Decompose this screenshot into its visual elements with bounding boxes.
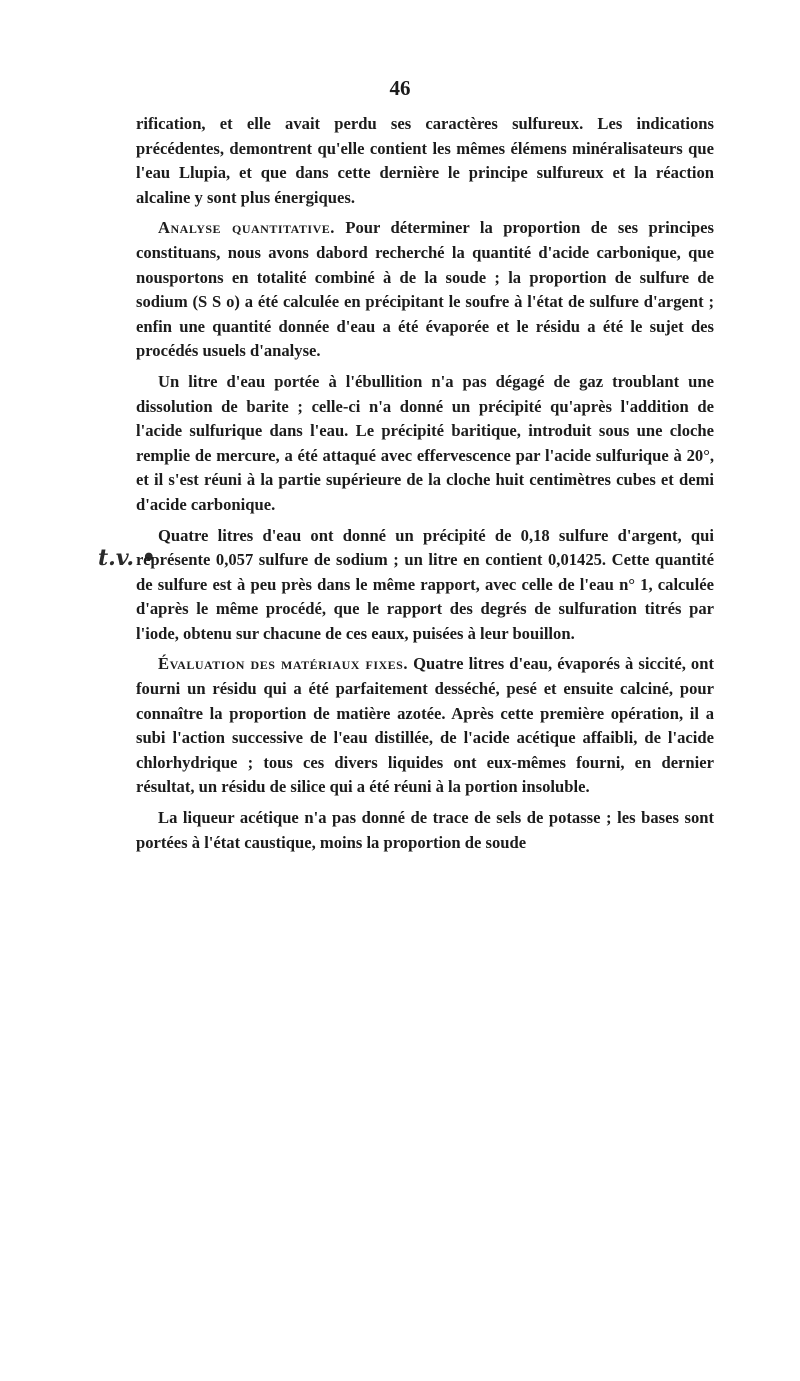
body-text xyxy=(136,112,714,861)
page-number: 46 xyxy=(389,76,411,100)
paragraph-sulfide: Quatre litres d'eau ont donné un précipité de 0,18 sulfure d'argent, qui représente 0,057 sulfure de sodium ; un litre en contient 0,01425. Cette quantité de sulfure est à peu près dans le même rapport, avec celle de l'eau n° 1, calculée d'après le même procédé, que le rapport des degrés de sulfuration titrés par l'iode, obtenu sur chacune de ces eaux, puisées à leur bouillon. xyxy=(136,525,714,643)
section-heading-fixed-materials: Évaluation des matériaux fixes. xyxy=(158,654,409,674)
paragraph-carbonic-acid: Un litre d'eau portée à l'ébullition n'a pas dégagé de gaz troublant une dissolution de barite ; celle-ci n'a donné un précipité qu'après l'addition de l'acide sulfurique dans l'eau. Le précipité baritique, introduit sous une cloche remplie de mercure, a été attaqué avec effervescence par l'acide sulfurique à 20°, et il s'est réuni à la partie supérieure de la cloche huit centimètres cubes et demi d'acide carbonique. xyxy=(136,371,714,514)
paragraph-continuation: rification, et elle avait perdu ses caractères sulfureux. Les indications précédentes, demontrent qu'elle contient les mêmes élémens minéralisateurs que l'eau Llupia, et que dans cette dernière le principe sulfureux et la réaction alcaline y sont plus énergiques. xyxy=(136,114,714,207)
margin-annotation: t.v. • xyxy=(98,545,156,571)
paragraph-acetic-liquor: La liqueur acétique n'a pas donné de trace de sels de potasse ; les bases sont portées à l'état caustique, moins la proportion de soude xyxy=(136,808,714,852)
paragraph-quantitative-analysis xyxy=(136,216,714,364)
paragraph-text: Pour déterminer la proportion de ses principes constituans, nous avons dabord recherché la quantité d'acide carbonique, que nousportons en totalité combiné à de la soude ; la proportion de sulfure de sodium (S S o) a été calculée en précipitant le soufre à l'état de sulfure d'argent ; enfin une quantité donnée d'eau a été évaporée et le résidu a été le sujet des procédés usuels d'analyse. xyxy=(136,218,714,361)
paragraph-fixed-materials xyxy=(136,652,714,800)
paragraph-text: Quatre litres d'eau, évaporés à siccité, ont fourni un résidu qui a été parfaitement desséché, pesé et ensuite calciné, pour connaître la proportion de matière azotée. Après cette première opération, il a subi l'action successive de l'eau distillée, de l'acide acétique affaibli, de l'acide chlorhydrique ; tous ces divers liquides ont eux-mêmes fourni, en dernier résultat, un résidu de silice qui a été réuni à la portion insoluble. xyxy=(136,654,714,797)
section-heading-quantitative-analysis: Analyse quantitative. xyxy=(158,218,335,238)
